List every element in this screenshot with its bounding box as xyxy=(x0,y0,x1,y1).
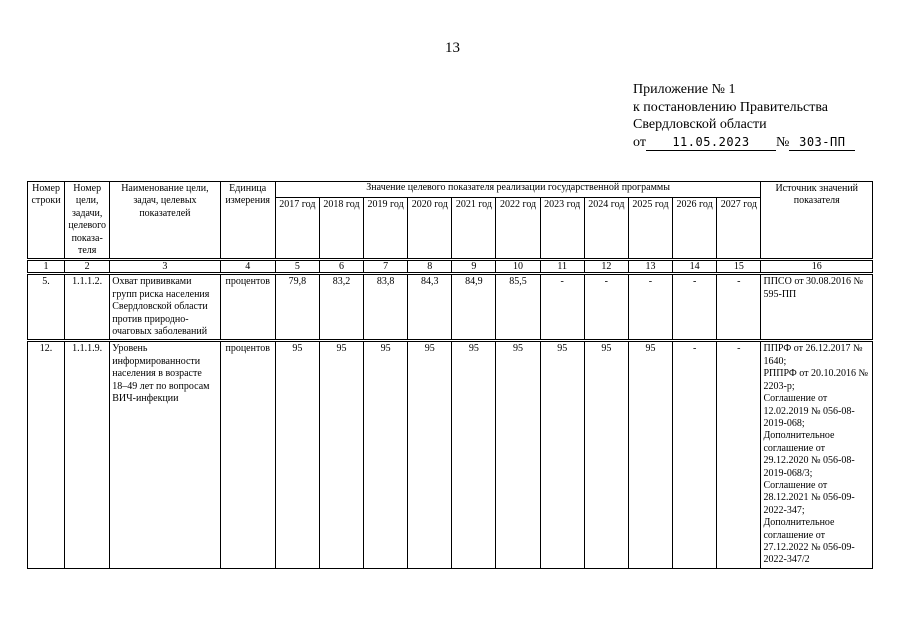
column-number: 2 xyxy=(65,260,110,274)
column-number: 3 xyxy=(110,260,220,274)
source-line: Соглашение от 28.12.2021 № 056-09-2022-347; xyxy=(763,479,855,516)
year-value: 95 xyxy=(540,341,584,568)
source-cell xyxy=(761,274,873,341)
year-value: - xyxy=(540,274,584,341)
column-number: 11 xyxy=(540,260,584,274)
column-number: 1 xyxy=(28,260,65,274)
goal-number: 1.1.1.2. xyxy=(65,274,110,341)
header-year: 2023 год xyxy=(540,198,584,260)
column-number: 4 xyxy=(220,260,275,274)
header-values-group: Значение целевого показателя реализации государственной программы xyxy=(275,182,761,198)
header-indicator-name: Наименование цели, задач, целевых показателей xyxy=(110,182,220,260)
year-value: - xyxy=(628,274,672,341)
year-value: 95 xyxy=(319,341,363,568)
number-label: № xyxy=(775,134,790,150)
row-number: 5. xyxy=(28,274,65,341)
column-numbers-row xyxy=(28,260,873,274)
goal-number: 1.1.1.9. xyxy=(65,341,110,568)
header-unit: Единица измерения xyxy=(220,182,275,260)
appendix-region-line: Свердловской области xyxy=(633,117,767,132)
appendix-heading xyxy=(633,81,855,151)
from-label: от xyxy=(633,134,646,150)
source-line: ППСО от 30.08.2016 № 595-ПП xyxy=(763,276,864,300)
source-cell xyxy=(761,341,873,568)
year-value: - xyxy=(717,274,761,341)
year-value: - xyxy=(717,341,761,568)
column-number: 16 xyxy=(761,260,873,274)
year-value: 95 xyxy=(496,341,540,568)
header-year: 2025 год xyxy=(628,198,672,260)
year-value: - xyxy=(673,341,717,568)
year-value: 95 xyxy=(452,341,496,568)
indicator-name: Уровень информированности населения в возрасте 18–49 лет по вопросам ВИЧ-инфекции xyxy=(110,341,220,568)
appendix-title: Приложение № 1 xyxy=(633,82,736,97)
header-year: 2026 год xyxy=(673,198,717,260)
source-line: Соглашение от 12.02.2019 № 056-08-2019-068; xyxy=(763,393,855,429)
row-number: 12. xyxy=(28,341,65,568)
year-value: 95 xyxy=(364,341,408,568)
header-year: 2017 год xyxy=(275,198,319,260)
appendix-decree-line: к постановлению Правительства xyxy=(633,99,829,115)
column-number: 6 xyxy=(319,260,363,274)
source-line: Дополнительное соглашение от 29.12.2020 № 056-08-2019-068/3; xyxy=(763,430,855,479)
table-row xyxy=(28,341,873,568)
header-goal-number: Номер цели, задачи, целевого показа-теля xyxy=(65,182,110,260)
header-year: 2024 год xyxy=(584,198,628,260)
year-value: 95 xyxy=(275,341,319,568)
column-number: 13 xyxy=(628,260,672,274)
column-number: 12 xyxy=(584,260,628,274)
unit: процентов xyxy=(220,341,275,568)
header-row-number: Номер строки xyxy=(28,182,65,260)
column-number: 5 xyxy=(275,260,319,274)
indicators-table xyxy=(27,181,873,569)
year-value: 84,9 xyxy=(452,274,496,341)
column-number: 8 xyxy=(408,260,452,274)
header-year: 2022 год xyxy=(496,198,540,260)
year-value: - xyxy=(584,274,628,341)
column-number: 15 xyxy=(717,260,761,274)
year-value: 95 xyxy=(628,341,672,568)
year-value: 83,2 xyxy=(319,274,363,341)
header-year: 2027 год xyxy=(717,198,761,260)
header-year: 2019 год xyxy=(364,198,408,260)
header-year: 2020 год xyxy=(408,198,452,260)
decree-date: 11.05.2023 xyxy=(646,135,776,151)
decree-number: 303-ПП xyxy=(789,135,855,151)
source-line: ППРФ от 26.12.2017 № 1640; xyxy=(763,343,863,367)
year-value: 84,3 xyxy=(408,274,452,341)
year-value: 85,5 xyxy=(496,274,540,341)
year-value: 95 xyxy=(408,341,452,568)
header-year: 2021 год xyxy=(452,198,496,260)
year-value: 79,8 xyxy=(275,274,319,341)
appendix-date-number xyxy=(633,134,855,152)
column-number: 7 xyxy=(364,260,408,274)
column-number: 14 xyxy=(673,260,717,274)
year-value: 95 xyxy=(584,341,628,568)
indicator-name: Охват прививками групп риска населения Свердловской области против природно-очаговых заболеваний xyxy=(110,274,220,341)
table-row xyxy=(28,274,873,341)
source-line: РППРФ от 20.10.2016 № 2203-р; xyxy=(763,368,869,392)
unit: процентов xyxy=(220,274,275,341)
page-number: 13 xyxy=(445,40,460,56)
column-number: 9 xyxy=(452,260,496,274)
header-source: Источник значений показателя xyxy=(761,182,873,260)
column-number: 10 xyxy=(496,260,540,274)
source-line: Дополнительное соглашение от 27.12.2022 № 056-09-2022-347/2 xyxy=(763,517,855,566)
year-value: 83,8 xyxy=(364,274,408,341)
year-value: - xyxy=(673,274,717,341)
header-year: 2018 год xyxy=(319,198,363,260)
